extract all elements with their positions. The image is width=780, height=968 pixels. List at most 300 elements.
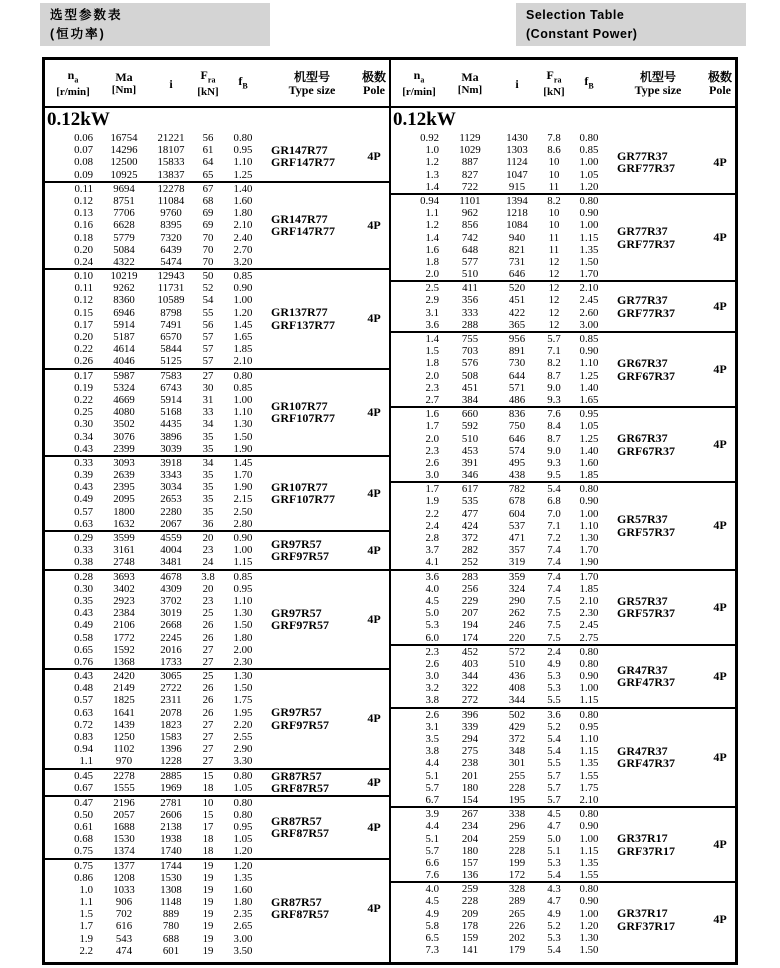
fb-value: 0.80 <box>233 132 253 144</box>
ma-value: 576 <box>461 357 479 370</box>
na-value: 3.8 <box>425 694 439 707</box>
i-value: 220 <box>508 631 526 644</box>
fb-value: 0.85 <box>579 144 599 157</box>
table-row <box>391 156 611 168</box>
fra-value: 7.6 <box>547 408 561 421</box>
rating-group <box>45 370 389 457</box>
table-row <box>45 343 265 355</box>
fra-value: 15 <box>202 769 214 782</box>
fra-value: 2.4 <box>547 645 561 658</box>
fb-value: 2.30 <box>579 607 599 620</box>
table-row <box>45 770 265 782</box>
na-value: 0.13 <box>74 207 93 220</box>
ma-value: 2639 <box>113 469 135 482</box>
na-value: 4.9 <box>425 907 439 920</box>
fb-value: 2.10 <box>233 219 253 232</box>
i-value: 246 <box>508 619 526 632</box>
fb-value: 2.10 <box>233 355 253 368</box>
ma-value: 346 <box>461 469 479 482</box>
i-value: 4559 <box>160 532 182 544</box>
fb-value: 1.60 <box>233 883 253 896</box>
fra-value: 65 <box>202 168 214 181</box>
left-banner-subtitle: (恒功率) <box>50 27 106 41</box>
table-row <box>391 607 611 619</box>
rating-rows <box>45 670 265 768</box>
ma-value: 2278 <box>113 769 135 782</box>
rating-group <box>391 132 735 195</box>
ma-value: 510 <box>461 268 479 281</box>
fb-value: 0.95 <box>579 720 599 733</box>
na-value: 0.06 <box>74 132 93 144</box>
fra-value: 9.3 <box>547 393 561 406</box>
na-value: 0.38 <box>74 556 93 569</box>
fra-value: 4.9 <box>547 907 561 920</box>
fra-value: 7.4 <box>547 544 561 557</box>
na-value: 0.75 <box>74 859 93 872</box>
rating-rows <box>45 132 265 181</box>
fra-value: 12 <box>548 268 560 281</box>
pole-label: 4P <box>367 611 381 626</box>
ma-value: 16754 <box>110 132 138 144</box>
na-value: 0.11 <box>74 282 93 295</box>
pole-label: 4P <box>367 542 381 557</box>
i-value: 1969 <box>160 781 182 794</box>
na-value: 6.5 <box>425 932 439 944</box>
fra-value: 12 <box>548 318 560 331</box>
table-row <box>391 869 611 881</box>
type-size-label: GR77R37 <box>617 148 668 163</box>
table-row <box>45 532 265 544</box>
fb-value: 0.90 <box>579 207 599 220</box>
table-row <box>391 583 611 595</box>
i-value: 7320 <box>160 231 182 244</box>
na-value: 1.2 <box>425 156 439 169</box>
type-size-cell <box>265 770 359 795</box>
fra-value: 7.8 <box>547 132 561 144</box>
fra-value: 5.3 <box>547 856 561 869</box>
na-value: 2.3 <box>425 381 439 394</box>
type-size-cell <box>611 571 705 644</box>
ma-value: 1632 <box>113 517 135 530</box>
na-value: 0.08 <box>74 156 93 169</box>
rating-rows <box>45 457 265 530</box>
i-value: 3481 <box>160 556 182 569</box>
col-header-fra: $F_{ra}$ [kN] <box>197 67 219 99</box>
pole-label: 4P <box>367 311 381 326</box>
table-row <box>391 294 611 306</box>
fra-value: 5.3 <box>547 682 561 695</box>
table-row <box>45 884 265 896</box>
table-row <box>391 469 611 481</box>
table-row <box>45 244 265 256</box>
table-row <box>391 733 611 745</box>
i-value: 678 <box>508 495 526 508</box>
type-size-label: GR107R77 <box>271 398 328 413</box>
fra-value: 24 <box>202 556 214 569</box>
na-value: 0.35 <box>74 594 93 607</box>
table-row <box>45 920 265 932</box>
fra-value: 5.0 <box>547 832 561 845</box>
i-value: 2311 <box>160 694 182 707</box>
rating-rows <box>45 797 265 858</box>
rating-group <box>45 270 389 370</box>
na-value: 2.0 <box>425 432 439 445</box>
type-size-label: GR57R37 <box>617 593 668 608</box>
fb-value: 1.00 <box>233 544 253 557</box>
ma-value: 1439 <box>113 718 135 731</box>
i-value: 265 <box>508 907 526 920</box>
na-value: 1.9 <box>425 495 439 508</box>
fra-value: 5.4 <box>547 483 561 496</box>
fb-value: 0.85 <box>233 570 253 583</box>
ma-value: 283 <box>461 570 479 583</box>
na-value: 0.28 <box>74 570 93 583</box>
fb-value: 1.00 <box>233 393 253 406</box>
ma-value: 288 <box>461 318 479 331</box>
rating-rows <box>391 646 611 707</box>
type-size-label: GR47R37 <box>617 743 668 758</box>
fb-value: 1.95 <box>233 706 253 719</box>
fra-value: 35 <box>202 505 214 518</box>
ma-value: 207 <box>461 607 479 620</box>
fb-value: 3.30 <box>233 755 253 768</box>
table-row <box>391 333 611 345</box>
ma-value: 1800 <box>113 505 135 518</box>
fra-value: 4.3 <box>547 883 561 896</box>
type-size-label: GRF47R37 <box>617 675 675 690</box>
ma-value: 238 <box>461 757 479 770</box>
fra-value: 69 <box>202 219 214 232</box>
ma-value: 10219 <box>110 270 138 283</box>
type-size-label: GRF137R77 <box>271 317 335 332</box>
table-row <box>391 883 611 895</box>
na-value: 0.83 <box>74 731 93 743</box>
fra-value: 69 <box>202 207 214 220</box>
ma-value: 2106 <box>113 619 135 632</box>
ma-value: 3502 <box>113 418 135 431</box>
fb-value: 0.80 <box>233 369 253 382</box>
table-row <box>45 156 265 168</box>
na-value: 0.22 <box>74 393 93 406</box>
ma-value: 1102 <box>113 743 135 756</box>
fb-value: 1.10 <box>579 519 599 532</box>
fra-value: 7.1 <box>547 519 561 532</box>
fra-value: 9.5 <box>547 469 561 482</box>
fra-value: 7.5 <box>547 594 561 607</box>
fb-value: 1.10 <box>233 594 253 607</box>
na-value: 2.6 <box>425 657 439 670</box>
fb-value: 2.50 <box>233 505 253 518</box>
ma-value: 4046 <box>113 355 135 368</box>
table-row <box>391 508 611 520</box>
type-size-label: GR67R37 <box>617 431 668 446</box>
na-value: 5.1 <box>425 769 439 782</box>
fb-value: 0.85 <box>233 270 253 283</box>
ma-value: 3076 <box>113 430 135 443</box>
fb-value: 2.10 <box>579 793 599 806</box>
na-value: 0.39 <box>74 469 93 482</box>
rating-group <box>391 571 735 646</box>
ma-value: 887 <box>461 156 479 169</box>
fb-value: 0.95 <box>233 144 253 157</box>
fb-value: 1.45 <box>233 318 253 331</box>
type-size-label: GR77R37 <box>617 224 668 239</box>
ma-value: 174 <box>461 631 479 644</box>
fra-value: 11 <box>548 243 560 256</box>
fra-value: 19 <box>202 896 214 909</box>
fb-value: 1.70 <box>579 544 599 557</box>
na-value: 2.0 <box>425 369 439 382</box>
i-value: 1430 <box>506 132 528 144</box>
fra-value: 34 <box>202 456 214 469</box>
ma-value: 8751 <box>113 194 135 207</box>
table-row <box>45 232 265 244</box>
table-row <box>391 394 611 406</box>
i-value: 6743 <box>160 381 182 394</box>
fra-value: 26 <box>202 631 214 644</box>
fra-value: 19 <box>202 859 214 872</box>
ma-value: 9262 <box>113 282 135 295</box>
i-value: 199 <box>508 856 526 869</box>
fb-value: 3.00 <box>233 932 253 945</box>
fra-value: 64 <box>202 156 214 169</box>
rating-rows <box>391 571 611 644</box>
na-value: 0.30 <box>74 418 93 431</box>
fra-value: 5.7 <box>547 781 561 794</box>
ma-value: 403 <box>461 657 479 670</box>
fb-value: 1.75 <box>233 694 253 707</box>
fra-value: 7.2 <box>547 532 561 544</box>
ma-value: 3599 <box>113 532 135 544</box>
type-size-label: GRF67R37 <box>617 443 675 458</box>
na-value: 0.76 <box>74 655 93 668</box>
fra-value: 18 <box>202 845 214 858</box>
table-row <box>45 183 265 195</box>
type-size-cell <box>611 808 705 881</box>
ma-value: 4669 <box>113 393 135 406</box>
ma-value: 157 <box>461 856 479 869</box>
table-row <box>45 682 265 694</box>
i-value: 1124 <box>506 156 528 169</box>
type-size-cell <box>265 370 359 455</box>
ma-value: 827 <box>461 168 479 181</box>
i-value: 688 <box>162 932 180 945</box>
i-value: 956 <box>508 333 526 345</box>
na-value: 1.7 <box>79 920 93 933</box>
fra-value: 5.4 <box>547 944 561 957</box>
na-value: 2.8 <box>425 532 439 544</box>
ma-value: 10925 <box>110 168 138 181</box>
table-row <box>391 244 611 256</box>
i-value: 1744 <box>160 859 182 872</box>
col-header-type-size: 机型号 Type size <box>634 70 682 97</box>
fb-value: 1.90 <box>579 556 599 569</box>
ma-value: 451 <box>461 381 479 394</box>
rating-group <box>45 797 389 860</box>
ma-value: 396 <box>461 708 479 721</box>
fb-value: 1.90 <box>233 442 253 455</box>
ma-value: 12500 <box>110 156 138 169</box>
fra-value: 12 <box>548 294 560 307</box>
ma-value: 2395 <box>113 481 135 494</box>
fra-value: 50 <box>202 270 214 283</box>
rating-group <box>391 483 735 570</box>
ma-value: 474 <box>115 944 133 957</box>
table-row <box>391 932 611 944</box>
fb-value: 2.45 <box>579 294 599 307</box>
fb-value: 1.10 <box>579 357 599 370</box>
table-row <box>45 307 265 319</box>
ma-value: 2923 <box>113 594 135 607</box>
table-row <box>391 382 611 394</box>
i-value: 6570 <box>160 331 182 343</box>
ma-value: 256 <box>461 582 479 595</box>
type-size-cell <box>265 132 359 181</box>
table-row <box>45 670 265 682</box>
table-row <box>391 920 611 932</box>
table-row <box>45 656 265 668</box>
ma-value: 543 <box>115 932 133 945</box>
table-row <box>391 571 611 583</box>
ma-value: 154 <box>461 793 479 806</box>
type-size-label: GRF87R57 <box>271 826 329 841</box>
na-value: 2.2 <box>79 944 93 957</box>
fra-value: 55 <box>202 306 214 319</box>
i-value: 372 <box>508 733 526 745</box>
fra-value: 5.5 <box>547 757 561 770</box>
rating-rows <box>391 333 611 406</box>
ma-value: 4614 <box>113 343 135 356</box>
table-row <box>391 457 611 469</box>
i-value: 1530 <box>160 871 182 884</box>
i-value: 7583 <box>160 369 182 382</box>
na-value: 2.3 <box>425 444 439 457</box>
left-power-heading: 0.12kW <box>47 109 110 130</box>
ma-value: 5187 <box>113 331 135 343</box>
na-value: 1.2 <box>425 219 439 232</box>
i-value: 301 <box>508 757 526 770</box>
ma-value: 722 <box>461 180 479 193</box>
rating-group <box>391 333 735 408</box>
na-value: 0.50 <box>74 808 93 821</box>
table-row <box>45 607 265 619</box>
ma-value: 141 <box>461 944 479 957</box>
ma-value: 1377 <box>113 859 135 872</box>
i-value: 226 <box>508 919 526 932</box>
fb-value: 1.50 <box>579 944 599 957</box>
fb-value: 1.05 <box>233 781 253 794</box>
table-row <box>45 556 265 568</box>
i-value: 3034 <box>160 481 182 494</box>
ma-value: 1374 <box>113 845 135 858</box>
i-value: 750 <box>508 420 526 433</box>
ma-value: 2095 <box>113 493 135 506</box>
ma-value: 7706 <box>113 207 135 220</box>
na-value: 2.6 <box>425 456 439 469</box>
type-size-label: GR87R57 <box>271 768 322 783</box>
ma-value: 204 <box>461 832 479 845</box>
rating-group <box>45 571 389 671</box>
right-table-half <box>391 60 735 962</box>
fra-value: 8.2 <box>547 194 561 207</box>
fra-value: 25 <box>202 607 214 620</box>
rating-group <box>391 195 735 282</box>
fb-value: 0.80 <box>579 808 599 821</box>
ma-value: 970 <box>115 755 133 768</box>
fb-value: 2.70 <box>233 243 253 256</box>
i-value: 889 <box>162 908 180 921</box>
table-row <box>45 493 265 505</box>
table-row <box>45 707 265 719</box>
fra-value: 5.7 <box>547 793 561 806</box>
na-value: 2.7 <box>425 393 439 406</box>
ma-value: 333 <box>461 306 479 319</box>
fb-value: 0.90 <box>233 532 253 544</box>
i-value: 290 <box>508 594 526 607</box>
i-value: 486 <box>508 393 526 406</box>
table-row <box>391 757 611 769</box>
i-value: 1218 <box>506 207 528 220</box>
i-value: 495 <box>508 456 526 469</box>
na-value: 0.12 <box>74 194 93 207</box>
table-row <box>45 195 265 207</box>
ma-value: 5324 <box>113 381 135 394</box>
table-row <box>391 709 611 721</box>
ma-value: 3093 <box>113 456 135 469</box>
ma-value: 2057 <box>113 808 135 821</box>
na-value: 2.3 <box>425 645 439 658</box>
table-row <box>391 282 611 294</box>
na-value: 0.86 <box>74 871 93 884</box>
fra-value: 19 <box>202 944 214 957</box>
na-value: 4.5 <box>425 895 439 908</box>
fra-value: 3.8 <box>201 570 215 583</box>
table-row <box>391 268 611 280</box>
fra-value: 12 <box>548 255 560 268</box>
type-size-label: GR97R57 <box>271 605 322 620</box>
i-value: 319 <box>508 556 526 569</box>
fb-value: 2.60 <box>579 306 599 319</box>
na-value: 7.6 <box>425 869 439 882</box>
fb-value: 2.55 <box>233 731 253 743</box>
left-table-half <box>45 60 391 962</box>
i-value: 1228 <box>160 755 182 768</box>
fra-value: 12 <box>548 282 560 295</box>
type-size-cell <box>265 571 359 669</box>
fra-value: 5.2 <box>547 720 561 733</box>
na-value: 1.9 <box>79 932 93 945</box>
fb-value: 1.35 <box>579 757 599 770</box>
fb-value: 1.70 <box>233 469 253 482</box>
i-value: 2067 <box>160 517 182 530</box>
table-row <box>45 595 265 607</box>
ma-value: 384 <box>461 393 479 406</box>
fra-value: 56 <box>202 132 214 144</box>
pole-label: 4P <box>367 148 381 163</box>
table-row <box>45 331 265 343</box>
col-header-pole: 极数 Pole <box>361 70 386 97</box>
i-value: 2781 <box>160 796 182 809</box>
i-value: 572 <box>508 645 526 658</box>
ma-value: 391 <box>461 456 479 469</box>
na-value: 3.5 <box>425 733 439 745</box>
fra-value: 5.5 <box>547 694 561 707</box>
na-value: 1.7 <box>425 483 439 496</box>
table-row <box>391 670 611 682</box>
fra-value: 5.4 <box>547 733 561 745</box>
table-row <box>45 469 265 481</box>
na-value: 5.1 <box>425 832 439 845</box>
